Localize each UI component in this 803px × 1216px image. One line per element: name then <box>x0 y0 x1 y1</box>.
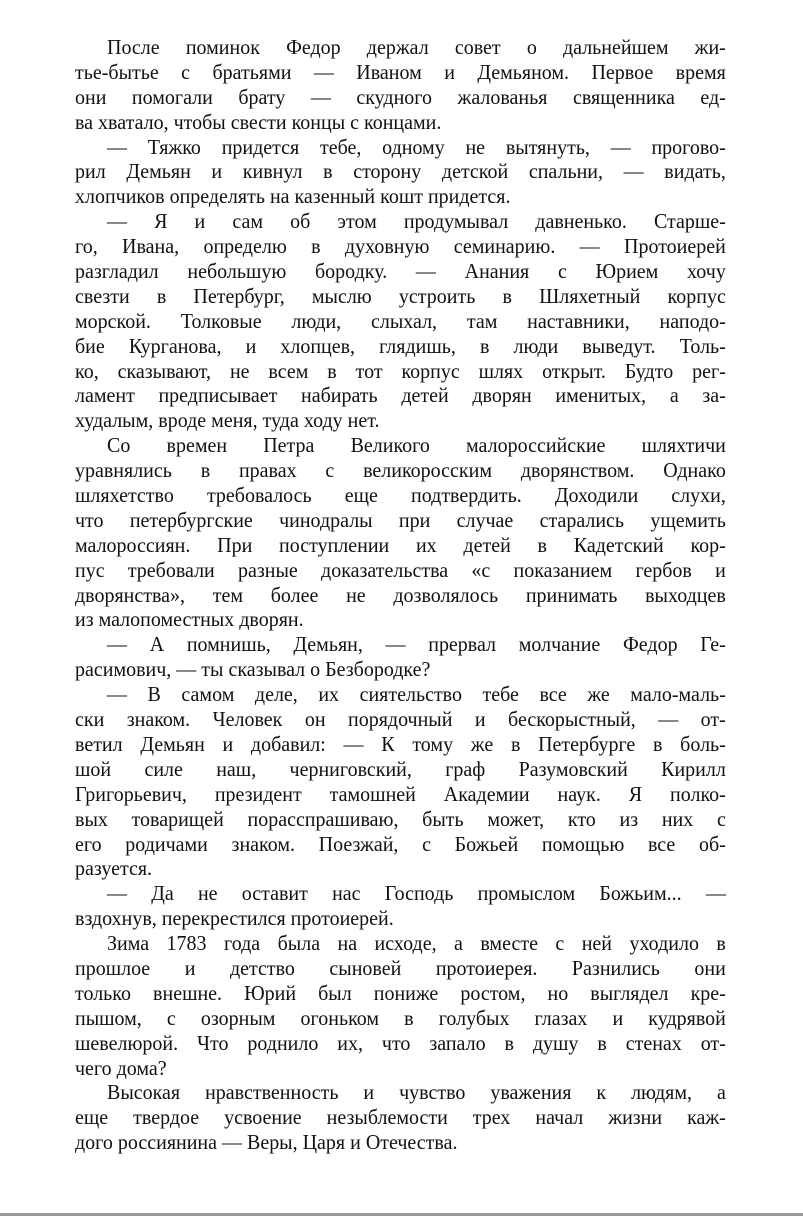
text-line <box>75 931 726 956</box>
text-line-content: только внешне. Юрий был пониже ростом, но выглядел кре- <box>75 980 726 1005</box>
text-line <box>75 657 726 682</box>
text-line-content: Зима 1783 года была на исходе, а вместе с ней уходило в <box>107 931 726 956</box>
text-line-content: что петербургские чинодралы при случае старались ущемить <box>75 507 726 532</box>
text-line-content: — В самом деле, их сиятельство тебе все же мало-маль- <box>107 682 726 707</box>
text-line-content: ламент предписывает набирать детей дворян именитых, а за- <box>75 383 726 408</box>
text-line <box>75 906 726 931</box>
text-line <box>75 881 726 906</box>
text-line-content: рил Демьян и кивнул в сторону детской спальни, — видать, <box>75 159 726 184</box>
text-line-content: свезти в Петербург, мыслю устроить в Шляхетный корпус <box>75 283 726 308</box>
text-line-content: дого россиянина — Веры, Царя и Отечества. <box>75 1130 458 1155</box>
text-line <box>75 159 726 184</box>
text-line-content: пус требовали разные доказательства «с показанием гербов и <box>75 557 726 582</box>
text-line <box>75 807 726 832</box>
text-line-content: шляхетство требовалось еще подтвердить. Доходили слухи, <box>75 483 726 508</box>
text-line <box>75 757 726 782</box>
text-line-content: уравнялись в правах с великоросским дворянством. Однако <box>75 458 726 483</box>
paragraph <box>75 931 726 1080</box>
text-line <box>75 607 726 632</box>
text-line-content: дворянства», тем более не дозволялось принимать выходцев <box>75 582 726 607</box>
text-line-content: разуется. <box>75 856 153 881</box>
text-line-content: его родичами знаком. Поезжай, с Божьей помощью все об- <box>75 831 726 856</box>
text-line <box>75 309 726 334</box>
text-line <box>75 234 726 259</box>
text-line-content: они помогали брату — скудного жалованья священника ед- <box>75 84 726 109</box>
text-line-content: — Тяжко придется тебе, одному не вытянуть, — прогово- <box>107 134 726 159</box>
text-line-content: — А помнишь, Демьян, — прервал молчание Федор Ге- <box>107 632 726 657</box>
text-line <box>75 1056 726 1081</box>
text-line <box>75 956 726 981</box>
text-line-content: морской. Толковые люди, слыхал, там наставники, наподо- <box>75 308 726 333</box>
text-line-content: худалым, вроде меня, туда ходу нет. <box>75 408 380 433</box>
text-line <box>75 782 726 807</box>
text-line-content: из малопоместных дворян. <box>75 607 304 632</box>
text-line <box>75 508 726 533</box>
page-text <box>75 35 726 1155</box>
text-line <box>75 458 726 483</box>
text-line <box>75 110 726 135</box>
text-line <box>75 284 726 309</box>
text-line-content: Высокая нравственность и чувство уважения к людям, а <box>107 1080 726 1105</box>
text-line <box>75 1105 726 1130</box>
paragraph <box>75 209 726 433</box>
paragraph <box>75 433 726 632</box>
text-line <box>75 135 726 160</box>
text-line <box>75 732 726 757</box>
text-line <box>75 85 726 110</box>
text-line <box>75 707 726 732</box>
text-line <box>75 60 726 85</box>
text-line-content: Со времен Петра Великого малороссийские шляхтичи <box>107 433 726 458</box>
paragraph <box>75 881 726 931</box>
text-line <box>75 1130 726 1155</box>
text-line-content: вздохнув, перекрестился протоиерей. <box>75 906 394 931</box>
text-line <box>75 1031 726 1056</box>
text-line-content: вых товарищей порасспрашиваю, быть может, кто из них с <box>75 806 726 831</box>
paragraph <box>75 1080 726 1155</box>
text-line <box>75 632 726 657</box>
text-line <box>75 383 726 408</box>
text-line-content: После поминок Федор держал совет о дальнейшем жи- <box>107 35 726 59</box>
text-line-content: расимович, — ты сказывал о Безбородке? <box>75 657 431 682</box>
text-line <box>75 184 726 209</box>
text-line-content: — Да не оставит нас Господь промыслом Божьим... — <box>107 881 726 906</box>
text-line <box>75 359 726 384</box>
text-line-content: ветил Демьян и добавил: — К тому же в Петербурге в боль- <box>75 731 726 756</box>
text-line-content: пышом, с озорным огоньком в голубых глазах и кудрявой <box>75 1005 726 1030</box>
text-line-content: го, Ивана, определю в духовную семинарию. — Протоиерей <box>75 234 726 259</box>
text-line-content: малороссиян. При поступлении их детей в Кадетский кор- <box>75 532 726 557</box>
text-line <box>75 1080 726 1105</box>
text-line-content: хлопчиков определять на казенный кошт придется. <box>75 184 511 209</box>
text-line-content: Григорьевич, президент тамошней Академии наук. Я полко- <box>75 781 726 806</box>
text-line <box>75 408 726 433</box>
text-line-content: шевелюрой. Что роднило их, что запало в душу в стенах от- <box>75 1030 726 1055</box>
paragraph <box>75 682 726 881</box>
text-line <box>75 856 726 881</box>
paragraph <box>75 632 726 682</box>
text-line-content: ва хватало, чтобы свести концы с концами. <box>75 109 442 134</box>
paragraph <box>75 135 726 210</box>
text-line-content: бие Курганова, и хлопцев, глядишь, в люди выведут. Толь- <box>75 333 726 358</box>
text-line <box>75 433 726 458</box>
text-line <box>75 35 726 60</box>
text-line-content: прошлое и детство сыновей протоиерея. Разнились они <box>75 955 726 980</box>
text-line-content: ски знаком. Человек он порядочный и бескорыстный, — от- <box>75 707 726 732</box>
text-line <box>75 209 726 234</box>
paragraph <box>75 35 726 135</box>
text-line <box>75 583 726 608</box>
text-line <box>75 1006 726 1031</box>
text-line <box>75 334 726 359</box>
text-line-content: тье-бытье с братьями — Иваном и Демьяном. Первое время <box>75 59 726 84</box>
text-line <box>75 483 726 508</box>
text-line <box>75 533 726 558</box>
text-line <box>75 259 726 284</box>
text-line-content: ко, сказывают, не всем в тот корпус шлях открыт. Будто рег- <box>75 358 726 383</box>
text-line-content: еще твердое усвоение незыблемости трех начал жизни каж- <box>75 1105 726 1130</box>
text-line <box>75 558 726 583</box>
text-line <box>75 981 726 1006</box>
text-line <box>75 682 726 707</box>
text-line-content: — Я и сам об этом продумывал давненько. Старше- <box>107 209 726 234</box>
text-line-content: разгладил небольшую бородку. — Анания с Юрием хочу <box>75 259 726 284</box>
text-line-content: чего дома? <box>75 1055 167 1080</box>
text-line-content: шой силе наш, черниговский, граф Разумовский Кирилл <box>75 756 726 781</box>
text-line <box>75 832 726 857</box>
